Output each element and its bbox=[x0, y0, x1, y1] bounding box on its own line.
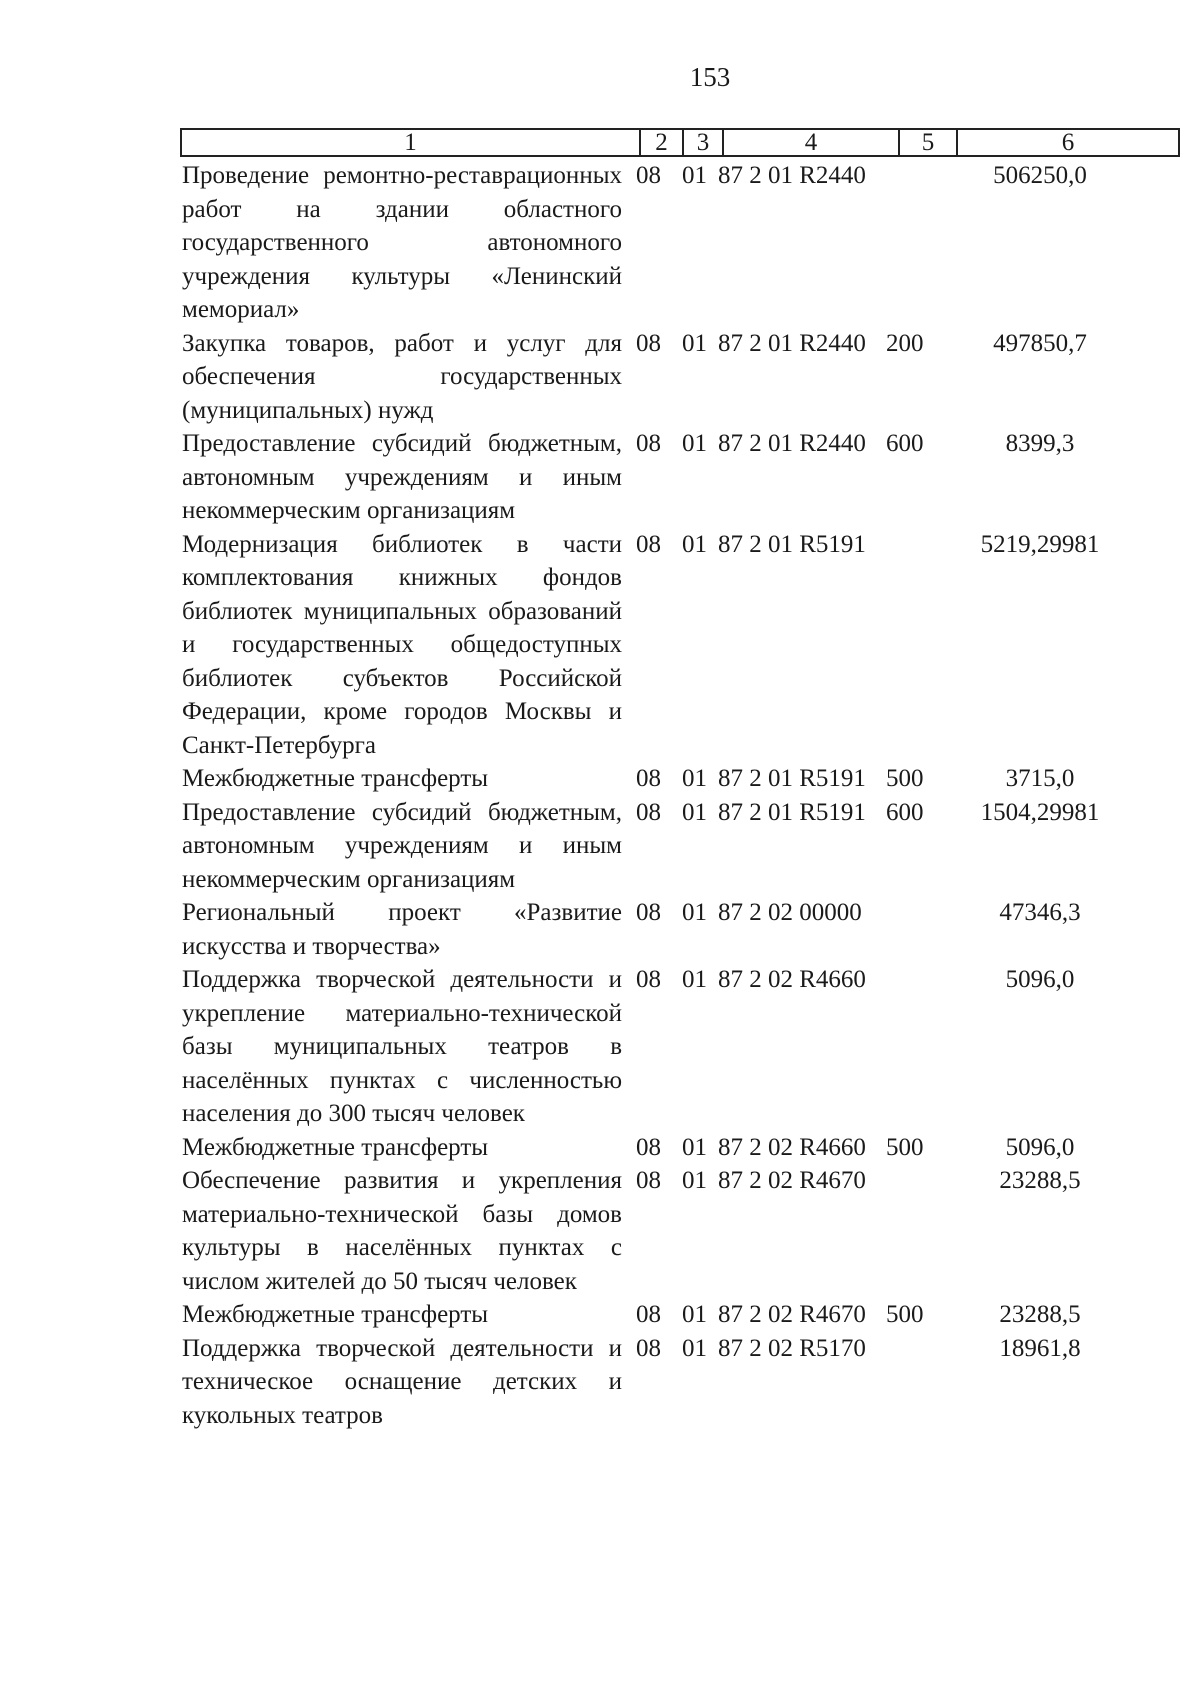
row-target-code: 87 2 02 R4660 bbox=[718, 1133, 866, 1161]
row-section: 08 bbox=[636, 1133, 661, 1161]
row-expense-type: 600 bbox=[886, 798, 924, 826]
table-row bbox=[182, 1332, 1182, 1433]
row-amount: 23288,5 bbox=[999, 1167, 1081, 1194]
header-col-3: 3 bbox=[684, 130, 724, 155]
row-expense-type bbox=[886, 528, 940, 763]
row-amount: 5096,0 bbox=[1005, 966, 1075, 993]
table-row bbox=[182, 796, 1182, 897]
row-expense-type bbox=[886, 896, 940, 963]
row-name: Модернизация библиотек в части комплектования книжных фондов библиотек муниципальных образований и государственных общедоступных библиотек субъектов Российской Федерации, кроме городов Москвы и Санкт-Петербурга bbox=[182, 530, 622, 759]
row-name: Поддержка творческой деятельности и укрепление материально-технической базы муниципальных театров в населённых пунктах с численностью населения до 300 тысяч человек bbox=[182, 966, 622, 1127]
row-name: Межбюджетные трансферты bbox=[182, 1301, 489, 1328]
row-section: 08 bbox=[636, 1301, 661, 1328]
row-section: 08 bbox=[636, 530, 661, 558]
row-target-code: 87 2 02 R5170 bbox=[718, 1334, 866, 1362]
header-col-2: 2 bbox=[641, 130, 684, 155]
header-col-6: 6 bbox=[1061, 129, 1075, 156]
row-amount: 5096,0 bbox=[1005, 1133, 1075, 1161]
row-name: Предоставление субсидий бюджетным, автономным учреждениям и иным некоммерческим организациям bbox=[182, 798, 622, 893]
row-section: 08 bbox=[636, 1334, 661, 1362]
row-expense-type bbox=[886, 1332, 940, 1433]
table-row bbox=[182, 1164, 1182, 1298]
row-target-code: 87 2 01 R5191 bbox=[718, 765, 866, 792]
header-col-5: 5 bbox=[900, 130, 958, 155]
table-header bbox=[180, 128, 1180, 157]
row-amount: 1504,29981 bbox=[980, 798, 1100, 826]
row-subsection: 01 bbox=[682, 1167, 707, 1194]
row-section: 08 bbox=[636, 430, 661, 457]
row-subsection: 01 bbox=[682, 798, 707, 826]
row-section: 08 bbox=[636, 329, 661, 357]
table-row bbox=[182, 327, 1182, 428]
row-amount: 8399,3 bbox=[1005, 430, 1075, 457]
row-subsection: 01 bbox=[682, 1133, 707, 1161]
row-section: 08 bbox=[636, 765, 661, 792]
row-target-code: 87 2 01 R2440 bbox=[718, 329, 866, 357]
row-section: 08 bbox=[636, 899, 661, 926]
table-row bbox=[182, 427, 1182, 528]
table-row bbox=[182, 528, 1182, 763]
row-subsection: 01 bbox=[682, 765, 707, 792]
table-row bbox=[182, 896, 1182, 963]
row-target-code: 87 2 02 R4660 bbox=[718, 966, 866, 993]
row-target-code: 87 2 01 R2440 bbox=[718, 162, 866, 189]
row-subsection: 01 bbox=[682, 430, 707, 457]
row-target-code: 87 2 02 R4670 bbox=[718, 1301, 866, 1328]
row-name: Поддержка творческой деятельности и техническое оснащение детских и кукольных театров bbox=[182, 1334, 622, 1429]
row-subsection: 01 bbox=[682, 1301, 707, 1328]
row-subsection: 01 bbox=[682, 899, 707, 926]
row-name: Проведение ремонтно-реставрационных работ на здании областного государственного автономного учреждения культуры «Ленинский мемориал» bbox=[182, 162, 622, 323]
row-name: Межбюджетные трансферты bbox=[182, 765, 489, 792]
row-expense-type: 600 bbox=[886, 430, 924, 457]
row-section: 08 bbox=[636, 162, 661, 189]
row-section: 08 bbox=[636, 1167, 661, 1194]
table-row bbox=[182, 1131, 1182, 1165]
row-name: Закупка товаров, работ и услуг для обеспечения государственных (муниципальных) нужд bbox=[182, 329, 622, 424]
row-subsection: 01 bbox=[682, 966, 707, 993]
row-section: 08 bbox=[636, 966, 661, 993]
row-subsection: 01 bbox=[682, 329, 707, 357]
row-amount: 506250,0 bbox=[993, 162, 1087, 189]
row-target-code: 87 2 01 R5191 bbox=[718, 530, 866, 558]
table-row bbox=[182, 1298, 1182, 1332]
row-subsection: 01 bbox=[682, 162, 707, 189]
row-expense-type: 200 bbox=[886, 329, 924, 357]
page-number: 153 bbox=[689, 62, 731, 92]
row-expense-type: 500 bbox=[886, 1301, 924, 1328]
row-subsection: 01 bbox=[682, 530, 707, 558]
header-col-1: 1 bbox=[182, 130, 641, 155]
row-target-code: 87 2 02 00000 bbox=[718, 899, 862, 926]
row-amount: 497850,7 bbox=[993, 329, 1087, 357]
row-name: Обеспечение развития и укрепления материально-технической базы домов культуры в населённых пунктах с числом жителей до 50 тысяч человек bbox=[182, 1167, 622, 1295]
row-target-code: 87 2 01 R2440 bbox=[718, 430, 866, 457]
row-expense-type bbox=[886, 963, 940, 1131]
row-name: Региональный проект «Развитие искусства и творчества» bbox=[182, 899, 622, 960]
row-section: 08 bbox=[636, 798, 661, 826]
row-expense-type: 500 bbox=[886, 765, 924, 792]
row-amount: 3715,0 bbox=[1005, 765, 1075, 792]
row-target-code: 87 2 02 R4670 bbox=[718, 1167, 866, 1194]
row-expense-type bbox=[886, 159, 940, 327]
row-name: Межбюджетные трансферты bbox=[182, 1133, 489, 1161]
row-expense-type: 500 bbox=[886, 1133, 924, 1161]
row-subsection: 01 bbox=[682, 1334, 707, 1362]
row-amount: 18961,8 bbox=[999, 1334, 1081, 1362]
table-body bbox=[182, 159, 1182, 1432]
row-name: Предоставление субсидий бюджетным, автономным учреждениям и иным некоммерческим организациям bbox=[182, 430, 622, 524]
row-amount: 47346,3 bbox=[999, 899, 1081, 926]
table-row bbox=[182, 762, 1182, 796]
header-col-4: 4 bbox=[724, 130, 900, 155]
row-target-code: 87 2 01 R5191 bbox=[718, 798, 866, 826]
table-row bbox=[182, 963, 1182, 1131]
row-expense-type bbox=[886, 1164, 940, 1298]
row-amount: 5219,29981 bbox=[980, 530, 1100, 558]
table-row bbox=[182, 159, 1182, 327]
row-amount: 23288,5 bbox=[999, 1301, 1081, 1328]
